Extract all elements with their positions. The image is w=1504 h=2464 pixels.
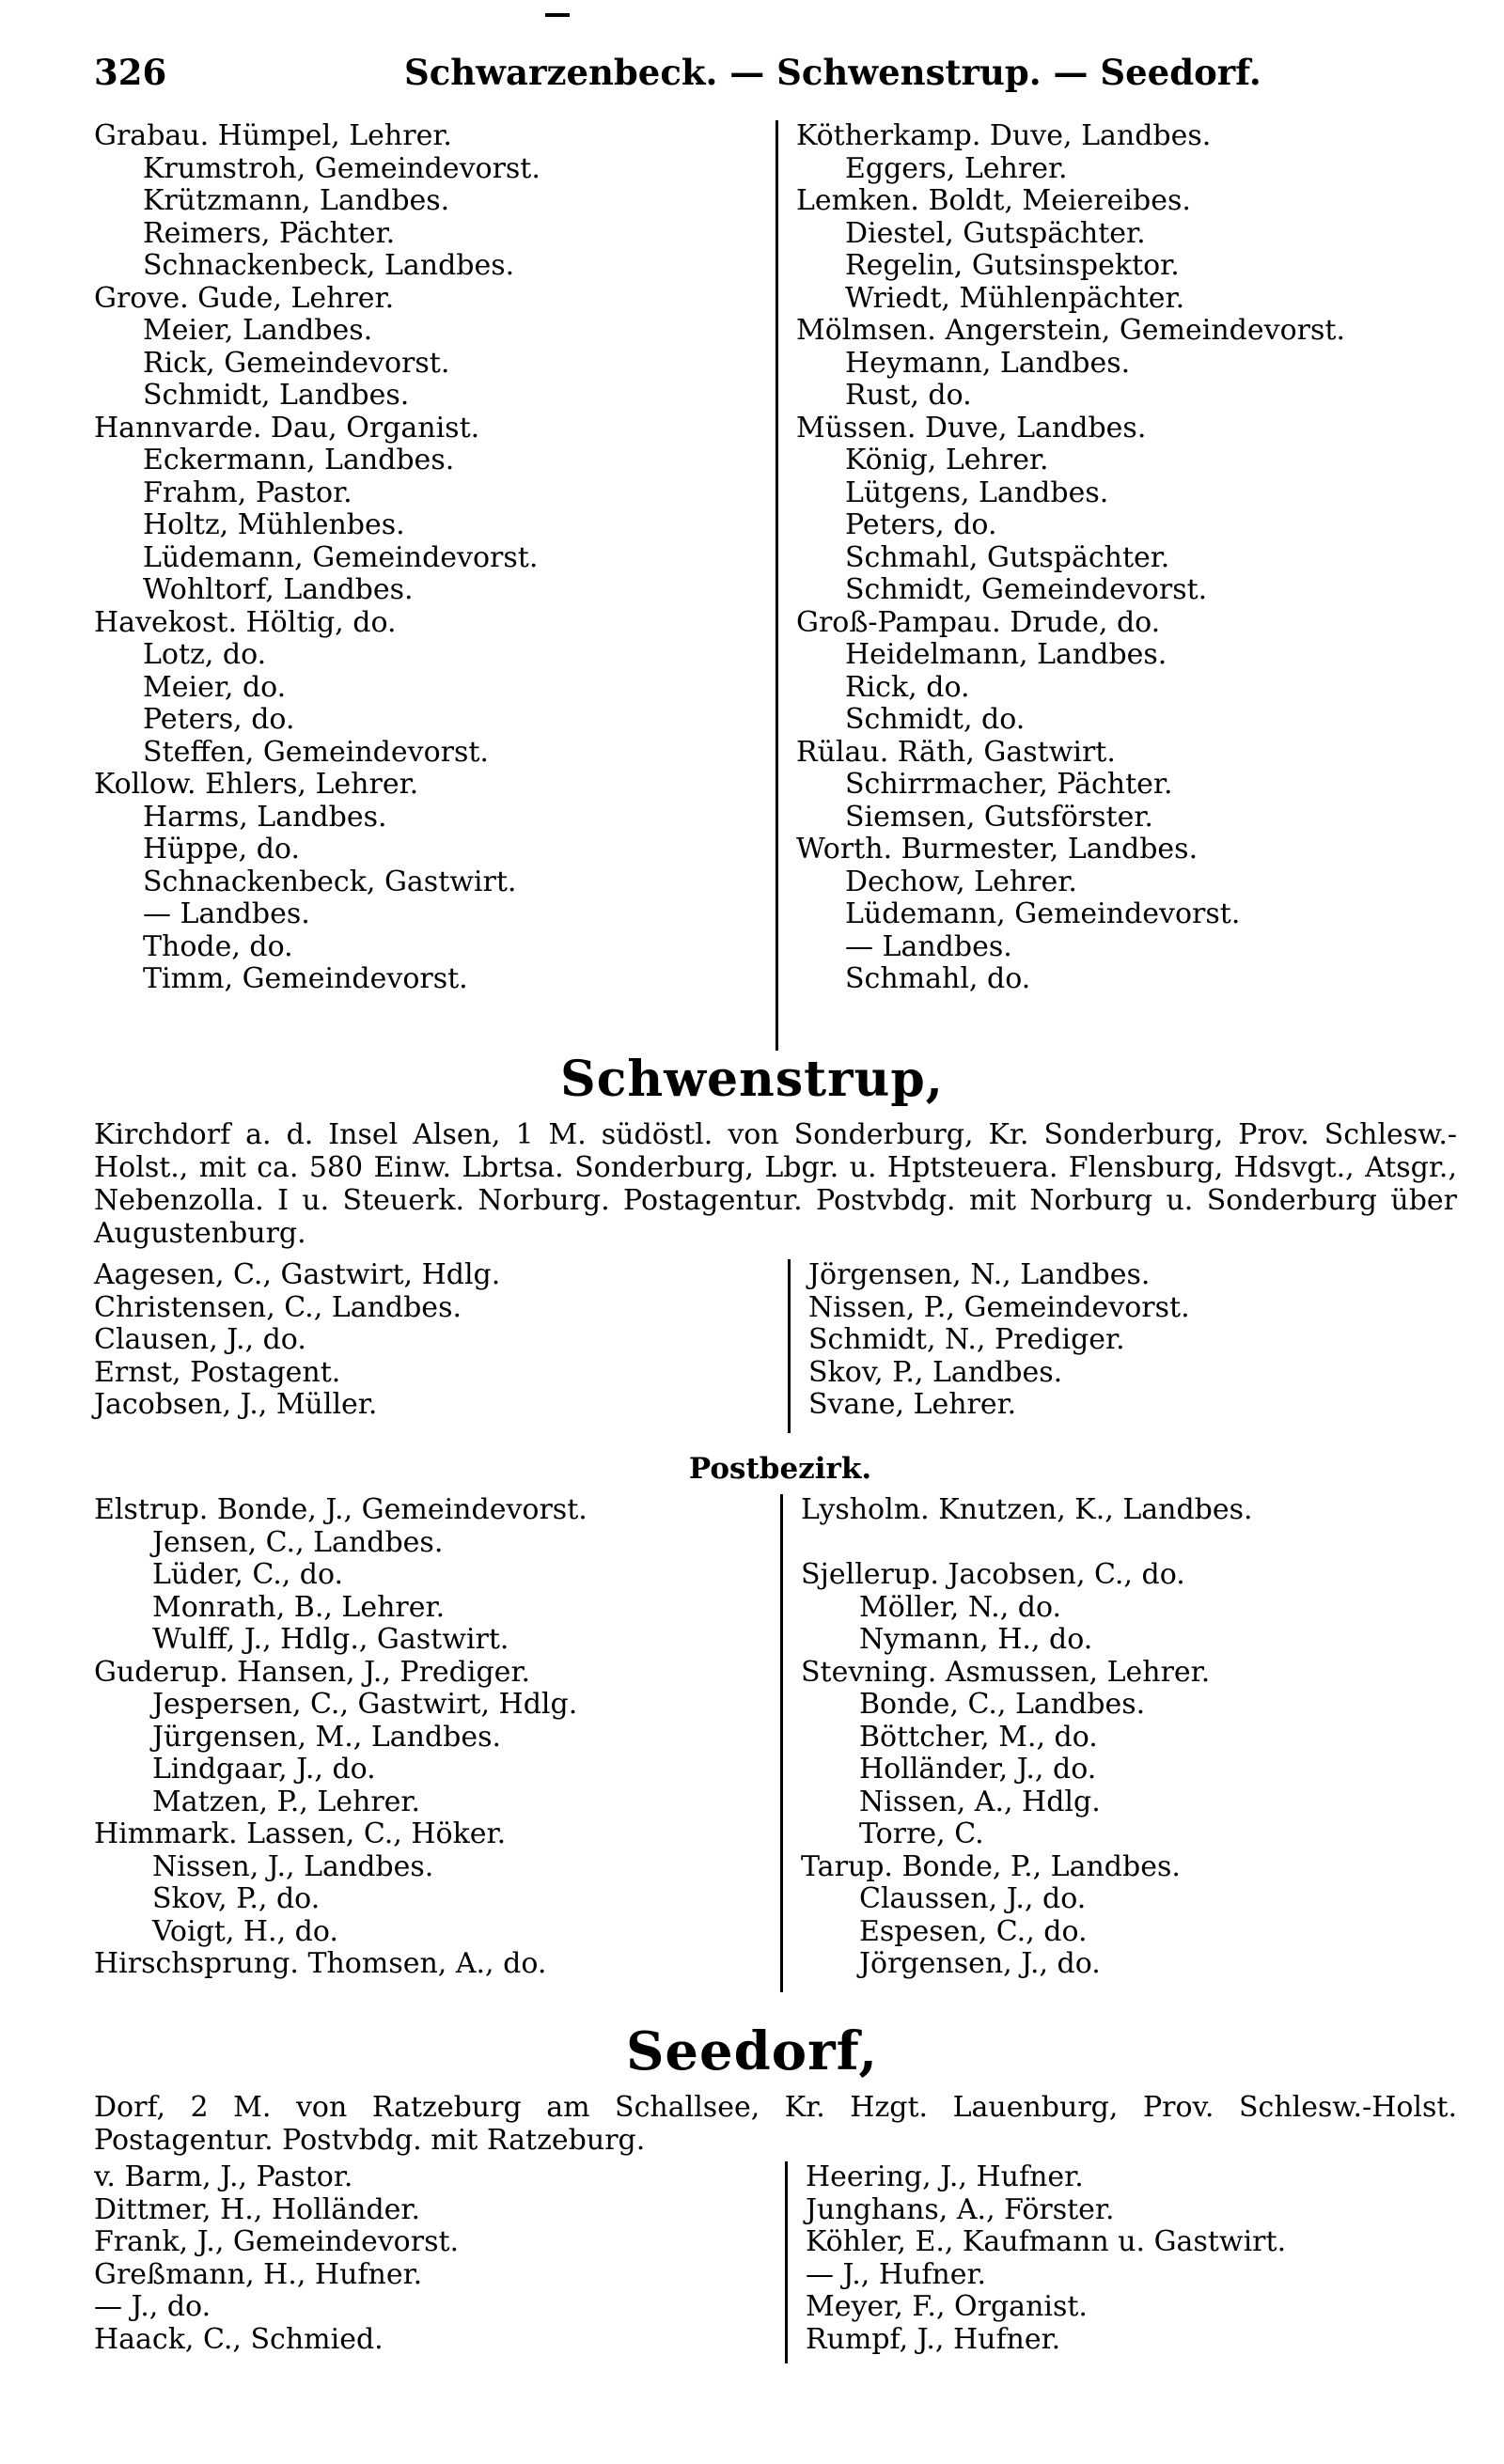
directory-entry: Böttcher, M., do.: [859, 1720, 1098, 1754]
directory-entry: Heering, J., Hufner.: [806, 2160, 1084, 2193]
directory-entry: Jörgensen, N., Landbes.: [808, 1258, 1151, 1291]
directory-entry: Heidelmann, Landbes.: [845, 638, 1167, 671]
directory-entry: Holländer, J., do.: [859, 1753, 1097, 1786]
directory-entry: Christensen, C., Landbes.: [94, 1290, 462, 1324]
directory-entry: Elstrup. Bonde, J., Gemeindevorst.: [94, 1493, 588, 1526]
directory-entry: Lotz, do.: [143, 638, 267, 671]
directory-entry: Reimers, Pächter.: [143, 216, 396, 250]
directory-entry: Junghans, A., Förster.: [806, 2192, 1115, 2226]
directory-entry: Schmahl, Gutspächter.: [845, 540, 1170, 574]
directory-entry: Clausen, J., do.: [94, 1323, 306, 1356]
directory-entry: Eckermann, Landbes.: [143, 444, 455, 476]
directory-entry: Meier, do.: [143, 670, 287, 704]
directory-entry: — J., Hufner.: [806, 2257, 987, 2291]
directory-entry: Skov, P., Landbes.: [808, 1355, 1063, 1389]
directory-entry: Wulff, J., Hdlg., Gastwirt.: [152, 1623, 509, 1656]
running-title: Schwarzenbeck. — Schwenstrup. — Seedorf.: [404, 52, 1261, 93]
directory-entry: Torre, C.: [859, 1817, 984, 1850]
print-mark: [545, 13, 570, 17]
directory-entry: Köhler, E., Kaufmann u. Gastwirt.: [806, 2225, 1287, 2258]
directory-entry: Mölmsen. Angerstein, Gemeindevorst.: [796, 314, 1345, 347]
directory-entry: Lüder, C., do.: [152, 1558, 344, 1591]
directory-entry: Jespersen, C., Gastwirt, Hdlg.: [152, 1688, 578, 1721]
seedorf-residents: [94, 2161, 1457, 2363]
directory-entry: Claussen, J., do.: [859, 1882, 1087, 1915]
postbezirk-section: [94, 1494, 1457, 1992]
directory-entry: Jörgensen, J., do.: [859, 1947, 1101, 1980]
directory-entry: v. Barm, J., Pastor.: [94, 2160, 353, 2193]
directory-entry: Peters, do.: [143, 703, 295, 736]
schwenstrup-title: Schwenstrup,: [560, 1051, 944, 1108]
directory-entry: Jensen, C., Landbes.: [152, 1525, 444, 1559]
seedorf-right-column: [794, 2161, 1478, 2356]
directory-entry: Dittmer, H., Holländer.: [94, 2192, 421, 2226]
directory-entry: Eggers, Lehrer.: [845, 151, 1068, 185]
directory-entry: — J., do.: [94, 2290, 212, 2323]
directory-entry: Rick, Gemeindevorst.: [143, 346, 450, 380]
directory-entry: Ernst, Postagent.: [94, 1355, 341, 1389]
seedorf-description: Dorf, 2 M. von Ratzeburg am Schallsee, Kr. Hzgt. Lauenburg, Prov. Schlesw.-Holst. Postagentur. Postvbdg. mit Ratzeburg.: [94, 2091, 1457, 2157]
directory-entry: Peters, do.: [845, 508, 997, 541]
directory-entry: Siemsen, Gutsförster.: [845, 800, 1153, 834]
directory-entry: Thode, do.: [143, 929, 293, 963]
directory-entry: Lütgens, Landbes.: [845, 476, 1109, 509]
directory-entry: Schmahl, do.: [845, 962, 1031, 995]
directory-entry: Nissen, P., Gemeindevorst.: [808, 1290, 1190, 1324]
directory-entry: Wriedt, Mühlenpächter.: [845, 281, 1185, 315]
postbezirk-title: Postbezirk.: [688, 1452, 872, 1486]
directory-entry: Schmidt, Gemeindevorst.: [845, 573, 1208, 606]
directory-entry: Nissen, A., Hdlg.: [859, 1785, 1101, 1818]
directory-entry: Heymann, Landbes.: [845, 346, 1131, 380]
directory-entry: Havekost. Höltig, do.: [94, 605, 397, 639]
page-number: 326: [94, 52, 167, 93]
directory-entry: Schmidt, Landbes.: [143, 379, 410, 412]
directory-entry: Greßmann, H., Hufner.: [94, 2257, 423, 2291]
schwenstrup-right-column: [797, 1259, 1480, 1422]
directory-entry: Lüdemann, Gemeindevorst.: [845, 897, 1241, 930]
directory-entry: Jürgensen, M., Landbes.: [152, 1720, 502, 1754]
directory-entry: Himmark. Lassen, C., Höker.: [94, 1817, 507, 1850]
directory-entry: Guderup. Hansen, J., Prediger.: [94, 1655, 531, 1689]
directory-entry: [801, 1527, 1473, 1560]
directory-entry: Espesen, C., do.: [859, 1914, 1088, 1948]
directory-entry: Hüppe, do.: [143, 833, 300, 866]
directory-entry: Meyer, F., Organist.: [806, 2290, 1088, 2323]
directory-entry: Stevning. Asmussen, Lehrer.: [801, 1655, 1211, 1689]
directory-entry: Regelin, Gutsinspektor.: [845, 249, 1180, 282]
seedorf-title: Seedorf,: [625, 2020, 879, 2082]
directory-entry: Grabau. Hümpel, Lehrer.: [94, 119, 452, 152]
directory-entry: — Landbes.: [143, 897, 310, 930]
directory-entry: Haack, C., Schmied.: [94, 2322, 384, 2356]
directory-entry: Jacobsen, J., Müller.: [94, 1388, 378, 1421]
directory-entry: Lysholm. Knutzen, K., Landbes.: [801, 1493, 1253, 1526]
directory-entry: Monrath, B., Lehrer.: [152, 1590, 446, 1624]
page-header: [94, 52, 1457, 108]
directory-entry: Nissen, J., Landbes.: [152, 1849, 434, 1883]
schwarzenbeck-left-column: [94, 120, 771, 996]
directory-entry: Rust, do.: [845, 379, 972, 412]
directory-entry: Diestel, Gutspächter.: [845, 216, 1146, 250]
schwenstrup-description: Kirchdorf a. d. Insel Alsen, 1 M. südöstl. von Sonderburg, Kr. Sonderburg, Prov. Schlesw.-Holst., mit ca. 580 Einw. Lbrtsa. Sonderburg, Lbgr. u. Hptsteuera. Flensburg, Hdsvgt., Atsgr., Nebenzolla. I u. Steuerk. Norburg. Postagentur. Postvbdg. mit Norburg u. Sonderburg über Augustenburg.: [94, 1118, 1457, 1250]
directory-entry: Hannvarde. Dau, Organist.: [94, 411, 480, 444]
directory-entry: Schnackenbeck, Gastwirt.: [143, 865, 517, 898]
directory-entry: Grove. Gude, Lehrer.: [94, 281, 395, 315]
directory-entry: Krumstroh, Gemeindevorst.: [143, 151, 540, 185]
directory-entry: Lindgaar, J., do.: [152, 1753, 376, 1786]
directory-entry: Bonde, C., Landbes.: [859, 1688, 1146, 1721]
directory-entry: Frahm, Pastor.: [143, 476, 352, 509]
directory-entry: Matzen, P., Lehrer.: [152, 1785, 420, 1818]
schwenstrup-residents: [94, 1259, 1457, 1433]
directory-entry: Holtz, Mühlenbes.: [143, 508, 405, 541]
directory-entry: Kötherkamp. Duve, Landbes.: [796, 119, 1212, 152]
postbezirk-left-column: [94, 1494, 771, 1981]
directory-entry: Worth. Burmester, Landbes.: [796, 833, 1198, 866]
directory-entry: Dechow, Lehrer.: [845, 865, 1077, 898]
directory-entry: Aagesen, C., Gastwirt, Hdlg.: [94, 1258, 501, 1291]
schwenstrup-left-column: [94, 1259, 771, 1422]
directory-entry: Kollow. Ehlers, Lehrer.: [94, 768, 419, 801]
directory-entry: Wohltorf, Landbes.: [143, 573, 414, 606]
directory-entry: — Landbes.: [845, 929, 1012, 963]
directory-entry: Schirrmacher, Pächter.: [845, 768, 1173, 801]
column-divider: [788, 1259, 791, 1433]
column-divider: [776, 120, 778, 1051]
directory-entry: Schmidt, N., Prediger.: [808, 1323, 1125, 1356]
directory-entry: Voigt, H., do.: [152, 1914, 338, 1948]
directory-entry: Rumpf, J., Hufner.: [806, 2322, 1061, 2356]
directory-entry: Sjellerup. Jacobsen, C., do.: [801, 1558, 1185, 1591]
directory-entry: Frank, J., Gemeindevorst.: [94, 2225, 460, 2258]
directory-entry: Svane, Lehrer.: [808, 1388, 1017, 1421]
directory-entry: Rick, do.: [845, 670, 970, 704]
directory-entry: Schmidt, do.: [845, 703, 1026, 736]
directory-entry: Harms, Landbes.: [143, 800, 387, 834]
directory-entry: Möller, N., do.: [859, 1590, 1062, 1624]
postbezirk-right-column: [790, 1494, 1473, 1981]
directory-entry: Müssen. Duve, Landbes.: [796, 411, 1147, 444]
seedorf-left-column: [94, 2161, 771, 2356]
directory-entry: König, Lehrer.: [845, 444, 1049, 476]
directory-entry: Rülau. Räth, Gastwirt.: [796, 735, 1116, 769]
column-divider: [785, 2161, 788, 2363]
directory-entry: Hirschsprung. Thomsen, A., do.: [94, 1947, 547, 1980]
directory-entry: Meier, Landbes.: [143, 314, 373, 347]
schwarzenbeck-section: [94, 120, 1457, 1022]
column-divider: [780, 1494, 783, 1992]
directory-entry: Schnackenbeck, Landbes.: [143, 249, 515, 282]
directory-entry: Lemken. Boldt, Meiereibes.: [796, 184, 1191, 217]
directory-entry: Nymann, H., do.: [859, 1623, 1093, 1656]
directory-entry: Tarup. Bonde, P., Landbes.: [801, 1849, 1181, 1883]
directory-entry: Lüdemann, Gemeindevorst.: [143, 540, 539, 574]
directory-entry: Steffen, Gemeindevorst.: [143, 735, 489, 769]
directory-entry: Skov, P., do.: [152, 1882, 321, 1915]
schwarzenbeck-right-column: [785, 120, 1468, 996]
directory-entry: Groß-Pampau. Drude, do.: [796, 605, 1161, 639]
directory-entry: Krützmann, Landbes.: [143, 184, 450, 217]
directory-entry: Timm, Gemeindevorst.: [143, 962, 468, 995]
